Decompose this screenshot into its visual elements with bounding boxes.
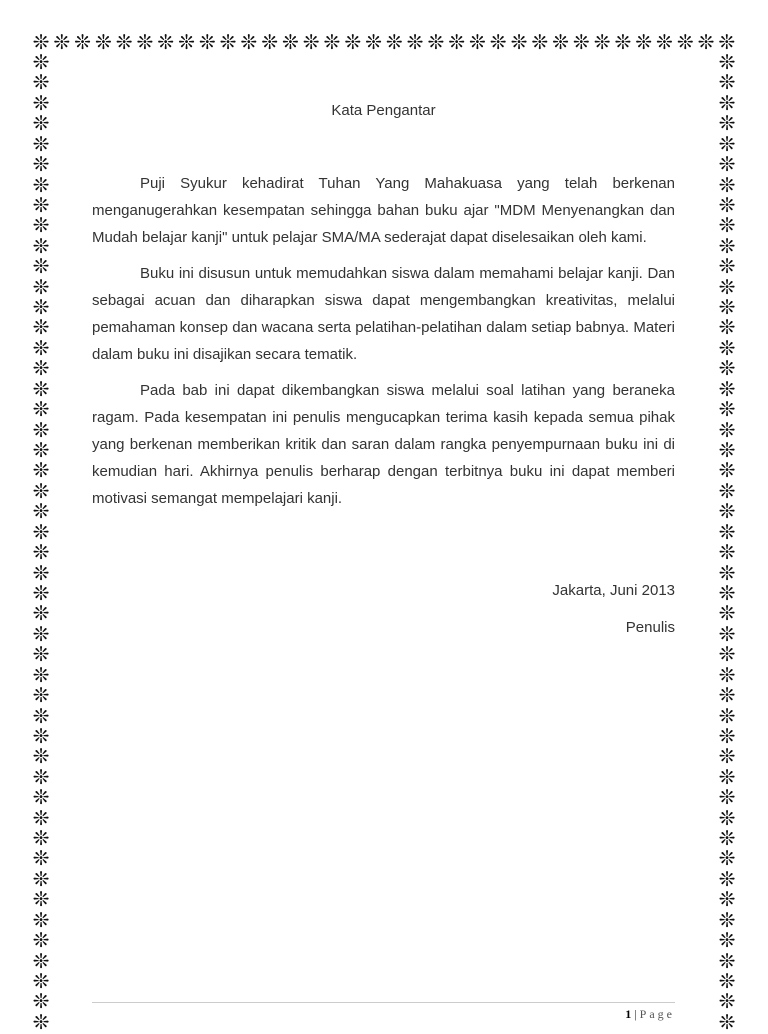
border-top-star-icon: ❊ [157, 30, 175, 54]
border-right-star-icon: ❊ [718, 254, 736, 279]
border-left-star-icon: ❊ [32, 417, 50, 442]
border-left-star-icon: ❊ [32, 376, 50, 401]
border-right-star-icon: ❊ [718, 642, 736, 667]
border-left-star-icon: ❊ [32, 662, 50, 687]
border-left-star-icon: ❊ [32, 397, 50, 422]
border-right-star-icon: ❊ [718, 233, 736, 258]
border-left-star-icon: ❊ [32, 540, 50, 565]
border-right-star-icon: ❊ [718, 989, 736, 1014]
border-left-star-icon: ❊ [32, 131, 50, 156]
border-left-star-icon: ❊ [32, 683, 50, 708]
border-top-star-icon: ❊ [219, 30, 237, 54]
border-right-star-icon: ❊ [718, 785, 736, 810]
border-right-star-icon: ❊ [718, 417, 736, 442]
page-footer [92, 1005, 675, 1023]
border-left-star-icon: ❊ [32, 703, 50, 728]
border-right-star-icon: ❊ [718, 519, 736, 544]
border-left-star-icon: ❊ [32, 642, 50, 667]
border-right-star-icon: ❊ [718, 131, 736, 156]
border-top-star-icon: ❊ [115, 30, 133, 54]
border-left-star-icon: ❊ [32, 438, 50, 463]
border-top-star-icon: ❊ [94, 30, 112, 54]
border-top-star-icon: ❊ [198, 30, 216, 54]
border-right-star-icon: ❊ [718, 376, 736, 401]
border-top-star-icon: ❊ [261, 30, 278, 54]
border-left-star-icon: ❊ [32, 968, 50, 993]
border-right-star-icon: ❊ [718, 192, 736, 217]
border-left-star-icon: ❊ [32, 989, 50, 1014]
body-text [92, 170, 675, 521]
border-left-star-icon: ❊ [32, 335, 50, 360]
border-left-star-icon: ❊ [32, 580, 50, 605]
paragraph-2: Buku ini disusun untuk memudahkan siswa dalam memahami belajar kanji. Dan sebagai acuan dan diharapkan siswa dapat mengembangkan kreativitas, melalui pemahaman konsep dan wacana serta pelatihan-pelatihan dalam setiap babnya. Materi dalam buku ini disajikan secara tematik. [92, 265, 675, 363]
border-right-star-icon: ❊ [718, 560, 736, 585]
border-top-star-icon: ❊ [489, 30, 507, 54]
border-left-star-icon: ❊ [32, 846, 50, 871]
border-right-star-icon: ❊ [718, 213, 736, 238]
border-right-star-icon: ❊ [718, 70, 736, 95]
border-right-star-icon: ❊ [718, 887, 736, 912]
border-left-star-icon: ❊ [32, 887, 50, 912]
border-top-star-icon: ❊ [531, 30, 549, 54]
border-left-star-icon: ❊ [32, 560, 50, 585]
border-right-star-icon: ❊ [718, 846, 736, 871]
border-right-star-icon: ❊ [718, 683, 736, 708]
border-top-star-icon: ❊ [718, 30, 736, 54]
border-left-star-icon: ❊ [32, 621, 50, 646]
border-right-star-icon: ❊ [718, 948, 736, 973]
border-top-star-icon: ❊ [385, 30, 403, 54]
page-number: 1 [625, 1007, 632, 1021]
paragraph-1: Puji Syukur kehadirat Tuhan Yang Mahakuasa yang telah berkenan menganugerahkan kesempatan sehingga bahan buku ajar "MDM Menyenangkan dan Mudah belajar kanji" untuk pelajar SMA/MA sederajat dapat diselesaikan oleh kami. [92, 175, 675, 246]
border-top-star-icon: ❊ [635, 30, 653, 54]
page-border-left [31, 52, 51, 1032]
border-right-star-icon: ❊ [718, 764, 736, 789]
border-right-star-icon: ❊ [718, 540, 736, 565]
border-top-star-icon: ❊ [281, 30, 299, 54]
border-left-star-icon: ❊ [32, 315, 50, 340]
border-left-star-icon: ❊ [32, 1009, 50, 1034]
border-top-star-icon: ❊ [552, 30, 569, 54]
border-right-star-icon: ❊ [718, 723, 736, 748]
border-right-star-icon: ❊ [718, 907, 736, 932]
border-left-star-icon: ❊ [32, 172, 50, 197]
border-right-star-icon: ❊ [718, 601, 736, 626]
border-right-star-icon: ❊ [718, 580, 736, 605]
border-left-star-icon: ❊ [32, 192, 50, 217]
border-right-star-icon: ❊ [718, 50, 736, 74]
border-right-star-icon: ❊ [718, 335, 736, 360]
border-right-star-icon: ❊ [718, 438, 736, 463]
border-left-star-icon: ❊ [32, 111, 50, 136]
footer-divider [92, 1002, 675, 1003]
border-left-star-icon: ❊ [32, 213, 50, 238]
border-top-star-icon: ❊ [32, 30, 50, 54]
border-right-star-icon: ❊ [718, 928, 736, 953]
border-top-star-icon: ❊ [178, 30, 195, 54]
border-right-star-icon: ❊ [718, 478, 736, 503]
border-left-star-icon: ❊ [32, 601, 50, 626]
border-top-star-icon: ❊ [74, 30, 91, 54]
border-left-star-icon: ❊ [32, 519, 50, 544]
page-title: Kata Pengantar [331, 102, 436, 119]
border-right-star-icon: ❊ [718, 172, 736, 197]
border-right-star-icon: ❊ [718, 90, 736, 115]
border-top-star-icon: ❊ [614, 30, 632, 54]
border-top-star-icon: ❊ [469, 30, 486, 54]
border-left-star-icon: ❊ [32, 866, 50, 891]
border-top-star-icon: ❊ [302, 30, 320, 54]
border-left-star-icon: ❊ [32, 948, 50, 973]
border-left-star-icon: ❊ [32, 70, 50, 95]
border-top-star-icon: ❊ [448, 30, 465, 54]
border-left-star-icon: ❊ [32, 233, 50, 258]
border-left-star-icon: ❊ [32, 50, 50, 74]
border-right-star-icon: ❊ [718, 703, 736, 728]
border-top-star-icon: ❊ [676, 30, 694, 54]
border-right-star-icon: ❊ [718, 397, 736, 422]
border-top-star-icon: ❊ [344, 30, 362, 54]
border-left-star-icon: ❊ [32, 274, 50, 299]
border-top-star-icon: ❊ [365, 30, 382, 54]
border-right-star-icon: ❊ [718, 866, 736, 891]
border-right-star-icon: ❊ [718, 621, 736, 646]
border-left-star-icon: ❊ [32, 90, 50, 115]
border-top-star-icon: ❊ [427, 30, 445, 54]
author-signature: Penulis [625, 619, 675, 636]
border-top-star-icon: ❊ [53, 30, 71, 54]
border-left-star-icon: ❊ [32, 764, 50, 789]
border-right-star-icon: ❊ [718, 805, 736, 830]
border-left-star-icon: ❊ [32, 928, 50, 953]
border-right-star-icon: ❊ [718, 968, 736, 993]
border-left-star-icon: ❊ [32, 499, 50, 524]
place-date: Jakarta, Juni 2013 [552, 582, 675, 599]
border-right-star-icon: ❊ [718, 315, 736, 340]
border-top-star-icon: ❊ [656, 30, 673, 54]
border-left-star-icon: ❊ [32, 295, 50, 320]
footer-separator: | [634, 1007, 637, 1021]
border-left-star-icon: ❊ [32, 907, 50, 932]
border-right-star-icon: ❊ [718, 111, 736, 136]
border-right-star-icon: ❊ [718, 274, 736, 299]
border-left-star-icon: ❊ [32, 723, 50, 748]
border-left-star-icon: ❊ [32, 458, 50, 483]
border-right-star-icon: ❊ [718, 458, 736, 483]
border-top-star-icon: ❊ [510, 30, 528, 54]
border-top-star-icon: ❊ [323, 30, 341, 54]
border-right-star-icon: ❊ [718, 662, 736, 687]
border-left-star-icon: ❊ [32, 254, 50, 279]
border-left-star-icon: ❊ [32, 152, 50, 177]
border-top-star-icon: ❊ [697, 30, 715, 54]
border-top-star-icon: ❊ [593, 30, 611, 54]
border-left-star-icon: ❊ [32, 744, 50, 769]
border-top-star-icon: ❊ [406, 30, 424, 54]
border-right-star-icon: ❊ [718, 152, 736, 177]
page-label: Page [639, 1007, 675, 1021]
border-right-star-icon: ❊ [718, 826, 736, 851]
border-right-star-icon: ❊ [718, 295, 736, 320]
border-top-star-icon: ❊ [136, 30, 154, 54]
border-left-star-icon: ❊ [32, 356, 50, 381]
border-top-star-icon: ❊ [240, 30, 258, 54]
border-left-star-icon: ❊ [32, 478, 50, 503]
border-right-star-icon: ❊ [718, 356, 736, 381]
border-right-star-icon: ❊ [718, 499, 736, 524]
paragraph-3: Pada bab ini dapat dikembangkan siswa melalui soal latihan yang beraneka ragam. Pada kesempatan ini penulis mengucapkan terima kasih kepada semua pihak yang berkenan memberikan kritik dan saran dalam rangka penyempurnaan buku ini di kemudian hari. Akhirnya penulis berharap dengan terbitnya buku ini dapat memberi motivasi semangat mempelajari kanji. [92, 382, 675, 507]
page-border-top [31, 32, 737, 52]
border-left-star-icon: ❊ [32, 826, 50, 851]
border-left-star-icon: ❊ [32, 785, 50, 810]
border-top-star-icon: ❊ [572, 30, 590, 54]
page-border-right [717, 52, 737, 1032]
border-left-star-icon: ❊ [32, 805, 50, 830]
border-right-star-icon: ❊ [718, 1009, 736, 1034]
border-right-star-icon: ❊ [718, 744, 736, 769]
